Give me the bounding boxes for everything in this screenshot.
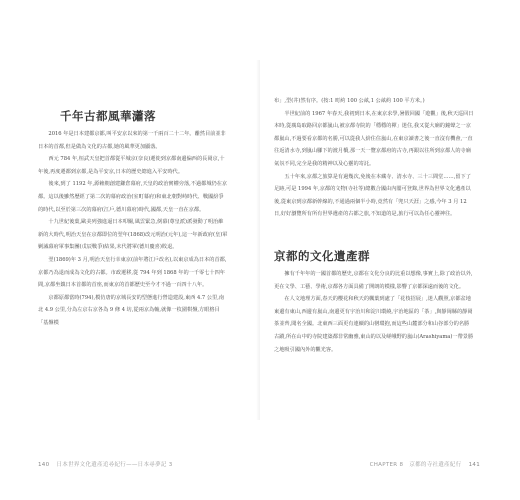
right-page — [260, 0, 520, 500]
running-title: 日本世界文化遺產追尋紀行——日本尋夢記 3 — [56, 462, 173, 468]
section-heading: 千年古都風華瀟落 — [60, 109, 156, 123]
chapter-label: CHAPTER 8 — [369, 462, 404, 468]
paragraph: 十九世紀後葉,歐美列強進逼日本叩關,風雲緊急,倒幕(尊皇派)派發動了明治維新的大時代,明治天皇在京都即位的翌年(1868)改元明治(元年),這一年新政府(皇)軍剿滅幕府軍事集團(戊辰戰爭)結果,末代將軍(德川慶喜)敗退。 — [38, 219, 228, 251]
paragraph: 五十年來,京都之旅算是有過幾次,免後在本藏寺、清水寺、三十三間堂……,留下了足跡,可是 1994 年,京都的文物(寺社等)總數合國由內閣可登錄,世界為世界文化遺產以後,從東京到京都新幹線的,不通過兩個半小時,竟然有「兜只天涯」之感,今年 3 月 12 日,好好瀏覽所有所有世界遺產的古都之旅,不知道的是,旅行可以為任心靈神往。 — [274, 173, 471, 218]
right-top-body — [274, 95, 474, 221]
left-body — [38, 128, 228, 330]
page-number: 141 — [468, 462, 480, 468]
right-footer — [370, 460, 480, 468]
right-bottom-body — [274, 268, 474, 356]
paragraph: 京都原都當時(794),模仿唐的京城長安的型態進行營造建設,東西 4.7 公里,南北 4.9 公里,分為左京右京各為 9 條 4 坊,從兩京為軸,就像一枚圍棋盤,方眼格目「基盤模 — [38, 294, 225, 326]
paragraph: 翌(1869)年 3 月,明治天皇行幸東京(前年將江戶改名),以東京成為日本的首都,京都乃為退而成為文化的古都。市政遷移,從 794 年到 1868 年的一千零七十四年間,京都坐鎮日本首都的首座,而東京的首都歷史至今才不過一百四十八年。 — [38, 256, 227, 289]
paragraph: 半世紀前的 1967 年春天,我初到日本,在東京求學,暑假回國「遊觀」後,秋天巡回日本時,從廣島取路回京都嵐山,被京都寺院的「穩穩的禪」迷住,我又從大廟的鐘聲之一京都嵐山,不過要看京都的名勝,可以從我人紛住住嵐山,在東京讀書之後一直沒有機會,一直往返清水寺,到嵐山腳下的渡月橋,那一天一覽京都府的古寺,再跟以往所到京都人的寺廟氣氛不同,完全是我的精神以及心靈的寄託。 — [274, 110, 474, 167]
paragraph: 在人文地理方面,春天的櫻花和秋天的楓葉到處了「花枝招展」,迷人觀照,京都盆地東邊有東山,西邊有嵐山,南邊更有宇治川和淀川環繞,宇治地區的「茶」,與靜岡縣的靜岡茶並齊,聞名全國。北東西三面更有連續的山巒環抱,而這些山麓部分和山谷部分的名勝古蹟,所在山中的寺院建築都非常幽雅,東山的以及嵯峨野的嵐山(Arashiyama)一帶景勝之地吸引國內外的觀光客。 — [274, 296, 474, 353]
paragraph: 2016 年是日本建都京都,叫平安京以來的第一千兩百二十二年。離然目前並非日本的首都,但是做為文化的古都,她的風華更加顯落。 — [38, 131, 226, 150]
paragraph: 擁有千年年的一國首都的歷史,京都在文化分良的比重以想像,事實上,除了政治以外,更在文學、工藝、學術,京都各方面具備了開朗的模樣,影響了京都深遠而後的文化。 — [274, 271, 473, 290]
running-title: 京都的寺社遺產紀行 — [409, 462, 462, 468]
left-footer — [38, 460, 173, 468]
paragraph: 後來,到了 1192 年,源賴朝創建鎌倉幕府,天皇的政治實權旁落,不過都城仍在京都。這以後雖然歷經了第二次的幕府政治(室町幕府)和東北朝對峙時代、戰國紛爭的時代,以至於第三次的幕府(江戶,德川幕府)時代,國都,天皇一直在京都。 — [38, 181, 228, 213]
paragraph: 西元 784 年,桓武天皇把首都從平城京(奈良)遷徙到京都南邊偏西的長岡京,十年後,再度遷都到京都,是為平安京,日本的歷史總進入平安時代。 — [38, 156, 225, 175]
page-number: 140 — [38, 462, 50, 468]
section-heading: 京都的文化遺產群 — [274, 249, 370, 263]
paragraph: 布」,型(井)然有序。(按:1 町約 100 公畝,1 公畝約 100 平方米。) — [274, 98, 425, 104]
